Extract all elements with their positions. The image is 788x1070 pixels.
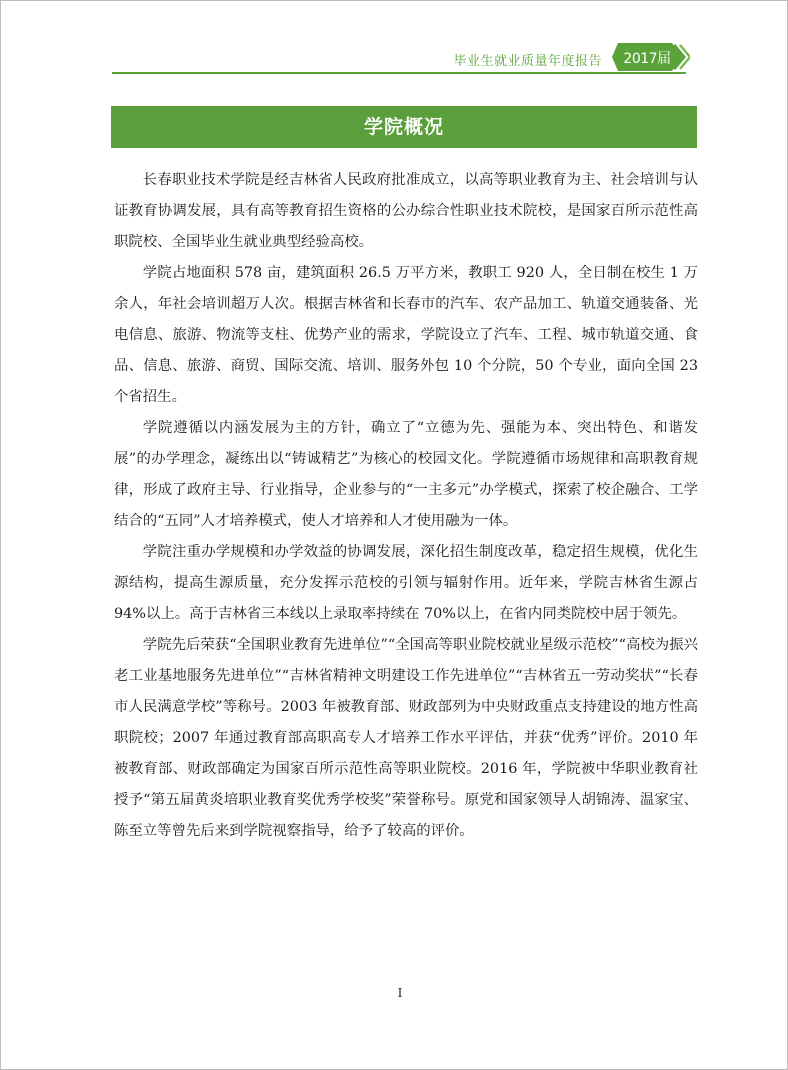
paragraph: 学院占地面积 578 亩，建筑面积 26.5 万平方米，教职工 920 人，全日制在校生 1 万余人，年社会培训超万人次。根据吉林省和长春市的汽车、农产品加工、轨道交通装备、光电信息、旅游、物流等支柱、优势产业的需求，学院设立了汽车、工程、城市轨道交通、食品、信息、旅游、商贸、国际交流、培训、服务外包 10 个分院，50 个专业，面向全国 23 个省招生。 <box>114 265 698 405</box>
year-badge-label: 2017届 <box>623 51 671 67</box>
paragraph: 学院遵循以内涵发展为主的方针，确立了“立德为先、强能为本、突出特色、和谐发展”的办学理念，凝练出以“铸诚精艺”为核心的校园文化。学院遵循市场规律和高职教育规律，形成了政府主导、行业指导，企业参与的“一主多元”办学模式，探索了校企融合、工学结合的“五同”人才培养模式，使人才培养和人才使用融为一体。 <box>114 420 698 529</box>
paragraph: 学院先后荣获“全国职业教育先进单位”“全国高等职业院校就业星级示范校”“高校为振兴老工业基地服务先进单位”“吉林省精神文明建设工作先进单位”“吉林省五一劳动奖状”“长春市人民满意学校”等称号。2003 年被教育部、财政部列为中央财政重点支持建设的地方性高职院校；2007 年通过教育部高职高专人才培养工作水平评估，并获“优秀”评价。2010 年被教育部、财政部确定为国家百所示范性高等职业院校。2016 年，学院被中华职业教育社授予“第五届黄炎培职业教育奖优秀学校奖”荣誉称号。原党和国家领导人胡锦涛、温家宝、陈至立等曾先后来到学院视察指导，给予了较高的评价。 <box>114 637 698 839</box>
report-title: 毕业生就业质量年度报告 <box>453 54 602 69</box>
body-text <box>114 165 698 847</box>
section-heading: 学院概况 <box>111 106 697 148</box>
paragraph: 长春职业技术学院是经吉林省人民政府批准成立，以高等职业教育为主、社会培训与认证教育协调发展，具有高等教育招生资格的公办综合性职业技术院校，是国家百所示范性高职院校、全国毕业生就业典型经验高校。 <box>114 172 698 250</box>
header-divider <box>112 72 686 74</box>
paragraph: 学院注重办学规模和办学效益的协调发展，深化招生制度改革，稳定招生规模，优化生源结构，提高生源质量，充分发挥示范校的引领与辐射作用。近年来，学院吉林省生源占 94%以上。高于吉林省三本线以上录取率持续在 70%以上，在省内同类院校中居于领先。 <box>114 544 698 622</box>
page-number: I <box>397 986 403 1000</box>
